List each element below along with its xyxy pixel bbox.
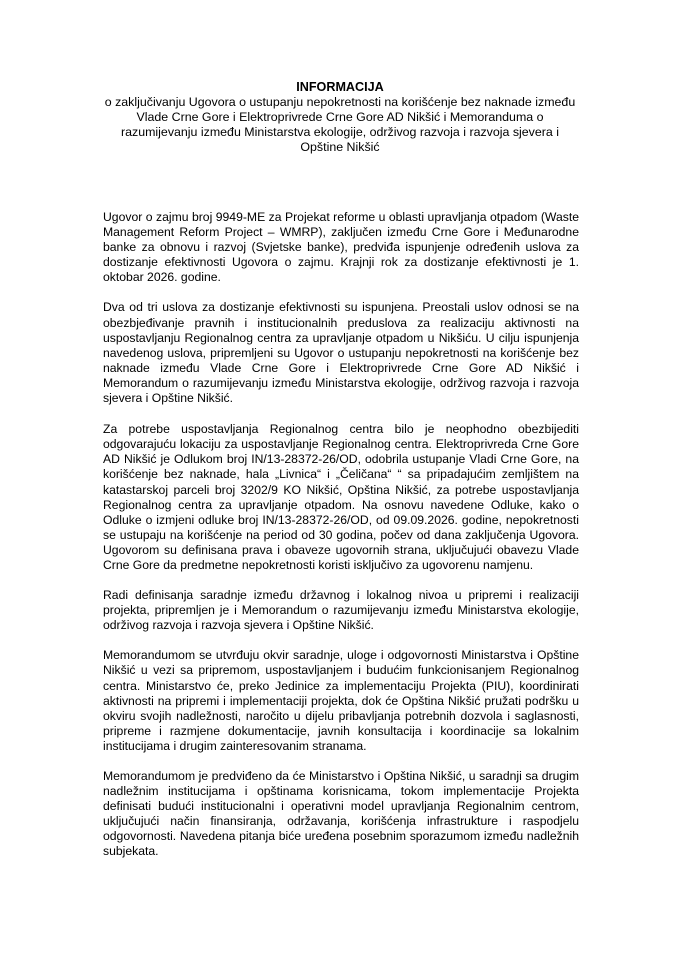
paragraph-memorandum-roles: Memorandumom se utvrđuju okvir saradnje, uloge i odgovornosti Ministarstva i Opštine Nikšić u vezi sa pripremom, uspostavljanjem i budućim funkcionisanjem Regionalnog centra. Ministarstvo će, preko Jedinice za implementaciju Projekta (PIU), koordinirati aktivnosti na pripremi i implementaciji projekta, dok će Opština Nikšić pružati podršku u okviru svojih nadležnosti, naročito u dijelu pribavljanja potrebnih dozvola i saglasnosti, pripreme i razmjene dokumentacije, javnih konsultacija i koordinacije sa lokalnim institucijama i drugim zainteresovanim stranama.: [103, 648, 579, 753]
document-title: INFORMACIJA: [296, 80, 384, 94]
paragraph-location: Za potrebe uspostavljanja Regionalnog centra bilo je neophodno obezbijediti odgovarajuću lokaciju za uspostavljanje Regionalnog centra. Elektroprivreda Crne Gore AD Nikšić je Odlukom broj IN/13-28372-26/OD, odobrila ustupanje Vladi Crne Gore, na korišćenje bez naknade, hala „Livnica“ i „Čeličana“ “ sa pripadajućim zemljištem na katastarskoj parceli broj 3202/9 KO Nikšić, Opština Nikšić, za potrebe uspostavljanja Regionalnog centra za upravljanje otpadom. Na osnovu navedene Odluke, kako o Odluke o izmjeni odluke broj IN/13-28372-26/OD, od 09.09.2026. godine, nepokretnosti se ustupaju na korišćenje na period od 30 godina, počev od dana zaključenja Ugovora. Ugovorom su definisana prava i obaveze ugovornih strana, uključujući obavezu Vlade Crne Gore da predmetne nepokretnosti koristi isključivo za ugovorenu namjenu.: [103, 422, 579, 572]
paragraph-effectiveness-conditions: Dva od tri uslova za dostizanje efektivnosti su ispunjena. Preostali uslov odnosi se na obezbjeđivanje pravnih i institucionalnih preduslova za realizaciju aktivnosti na uspostavljanju Regionalnog centra za upravljanje otpadom u Nikšiću. U cilju ispunjenja navedenog uslova, pripremljeni su Ugovor o ustupanju nepokretnosti na korišćenje bez naknade između Vlade Crne Gore i Elektroprivrede Crne Gore AD Nikšić i Memorandum o razumijevanju između Ministarstva ekologije, održivog razvoja i razvoja sjevera i Opštine Nikšić.: [103, 300, 579, 406]
paragraph-loan-agreement: Ugovor o zajmu broj 9949-ME za Projekat reforme u oblasti upravljanja otpadom (Waste Management Reform Project – WMRP), zaključen između Crne Gore i Međunarodne banke za obnovu i razvoj (Svjetske banke), predviđa ispunjenje određenih uslova za dostizanje efektivnosti Ugovora o zajmu. Krajnji rok za dostizanje efektivnosti je 1. oktobar 2026. godine.: [103, 210, 579, 285]
paragraph-memorandum-model: Memorandumom je predviđeno da će Ministarstvo i Opština Nikšić, u saradnji sa drugim nadležnim institucijama i opštinama korisnicama, tokom implementacije Projekta definisati budući institucionalni i operativni model upravljanja Regionalnim centrom, uključujući način finansiranja, održavanja, korišćenja infrastrukture i raspodjelu odgovornosti. Navedena pitanja biće uređena posebnim sporazumom između nadležnih subjekata.: [103, 769, 579, 859]
document-header: [100, 80, 580, 155]
document-body: [103, 210, 579, 875]
document-subtitle: o zaključivanju Ugovora o ustupanju nepokretnosti na korišćenje bez naknade između Vlade Crne Gore i Elektroprivrede Crne Gore AD Nikšić i Memoranduma o razumijevanju između Ministarstva ekologije, održivog razvoja i razvoja sjevera i Opštine Nikšić: [104, 95, 576, 154]
paragraph-cooperation: Radi definisanja saradnje između državnog i lokalnog nivoa u pripremi i realizaciji projekta, pripremljen je i Memorandum o razumijevanju između Ministarstva ekologije, održivog razvoja i razvoja sjevera i Opštine Nikšić.: [103, 588, 579, 633]
